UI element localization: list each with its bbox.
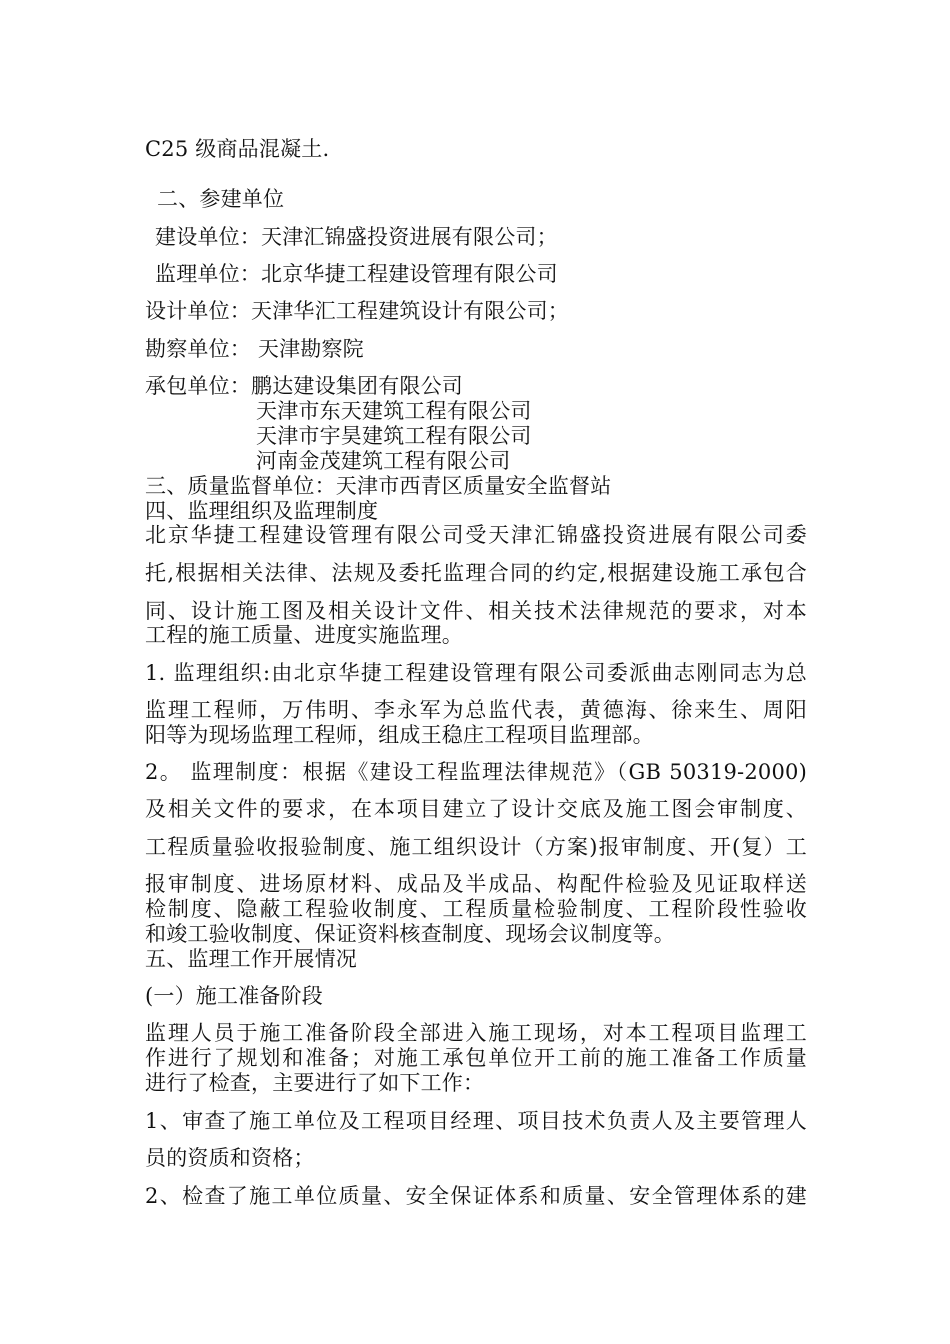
text-line: 天津市宇昊建筑工程有限公司: [256, 424, 532, 448]
text-line: 工程的施工质量、进度实施监理。: [145, 623, 463, 647]
text-line: 同、设计施工图及相关设计文件、相关技术法律规范的要求，对本: [145, 599, 807, 623]
section-heading: 二、参建单位: [157, 187, 285, 211]
text-line: 托,根据相关法律、法规及委托监理合同的约定,根据建设施工承包合: [145, 561, 807, 585]
text-line: 北京华捷工程建设管理有限公司受天津汇锦盛投资进展有限公司委: [145, 523, 807, 547]
text-line: 设计单位：天津华汇工程建筑设计有限公司；: [145, 299, 569, 323]
text-line: 1、审查了施工单位及工程项目经理、项目技术负责人及主要管理人: [145, 1109, 807, 1133]
text-line: 1. 监理组织:由北京华捷工程建设管理有限公司委派曲志刚同志为总: [145, 661, 807, 685]
text-line: 勘察单位： 天津勘察院: [145, 337, 364, 361]
text-line: 进行了检查，主要进行了如下工作：: [145, 1071, 485, 1095]
section-heading: 三、质量监督单位：天津市西青区质量安全监督站: [145, 474, 612, 498]
text-line: 2、检查了施工单位质量、安全保证体系和质量、安全管理体系的建: [145, 1184, 807, 1208]
text-line: 和竣工验收制度、保证资料核查制度、现场会议制度等。: [145, 922, 675, 946]
text-line: 及相关文件的要求，在本项目建立了设计交底及施工图会审制度、: [145, 797, 807, 821]
text-line: 检制度、隐蔽工程验收制度、工程质量检验制度、工程阶段性验收: [145, 897, 807, 921]
text-line: 建设单位：天津汇锦盛投资进展有限公司；: [155, 225, 558, 249]
text-line: 监理工程师，万伟明、李永军为总监代表，黄德海、徐来生、周阳: [145, 698, 807, 722]
text-line: 阳等为现场监理工程师，组成王稳庄工程项目监理部。: [145, 723, 654, 747]
text-line: 天津市东天建筑工程有限公司: [256, 399, 532, 423]
section-heading: 四、监理组织及监理制度: [145, 499, 379, 523]
text-line: 作进行了规划和准备；对施工承包单位开工前的施工准备工作质量: [145, 1046, 807, 1070]
text-line: C25 级商品混凝土.: [145, 137, 330, 161]
text-line: 监理单位：北京华捷工程建设管理有限公司: [155, 262, 558, 286]
text-line: 监理人员于施工准备阶段全部进入施工现场，对本工程项目监理工: [145, 1021, 807, 1045]
text-line: 员的资质和资格；: [145, 1146, 315, 1170]
text-line: 承包单位：鹏达建设集团有限公司: [145, 374, 463, 398]
text-line: 工程质量验收报验制度、施工组织设计（方案)报审制度、开(复）工: [145, 835, 807, 859]
text-line: 2。 监理制度：根据《建设工程监理法律规范》（GB 50319-2000): [145, 760, 807, 784]
section-heading: 五、监理工作开展情况: [145, 947, 357, 971]
text-line: 报审制度、进场原材料、成品及半成品、构配件检验及见证取样送: [145, 872, 807, 896]
text-line: 河南金茂建筑工程有限公司: [256, 449, 511, 473]
subsection-heading: (一）施工准备阶段: [145, 984, 323, 1008]
